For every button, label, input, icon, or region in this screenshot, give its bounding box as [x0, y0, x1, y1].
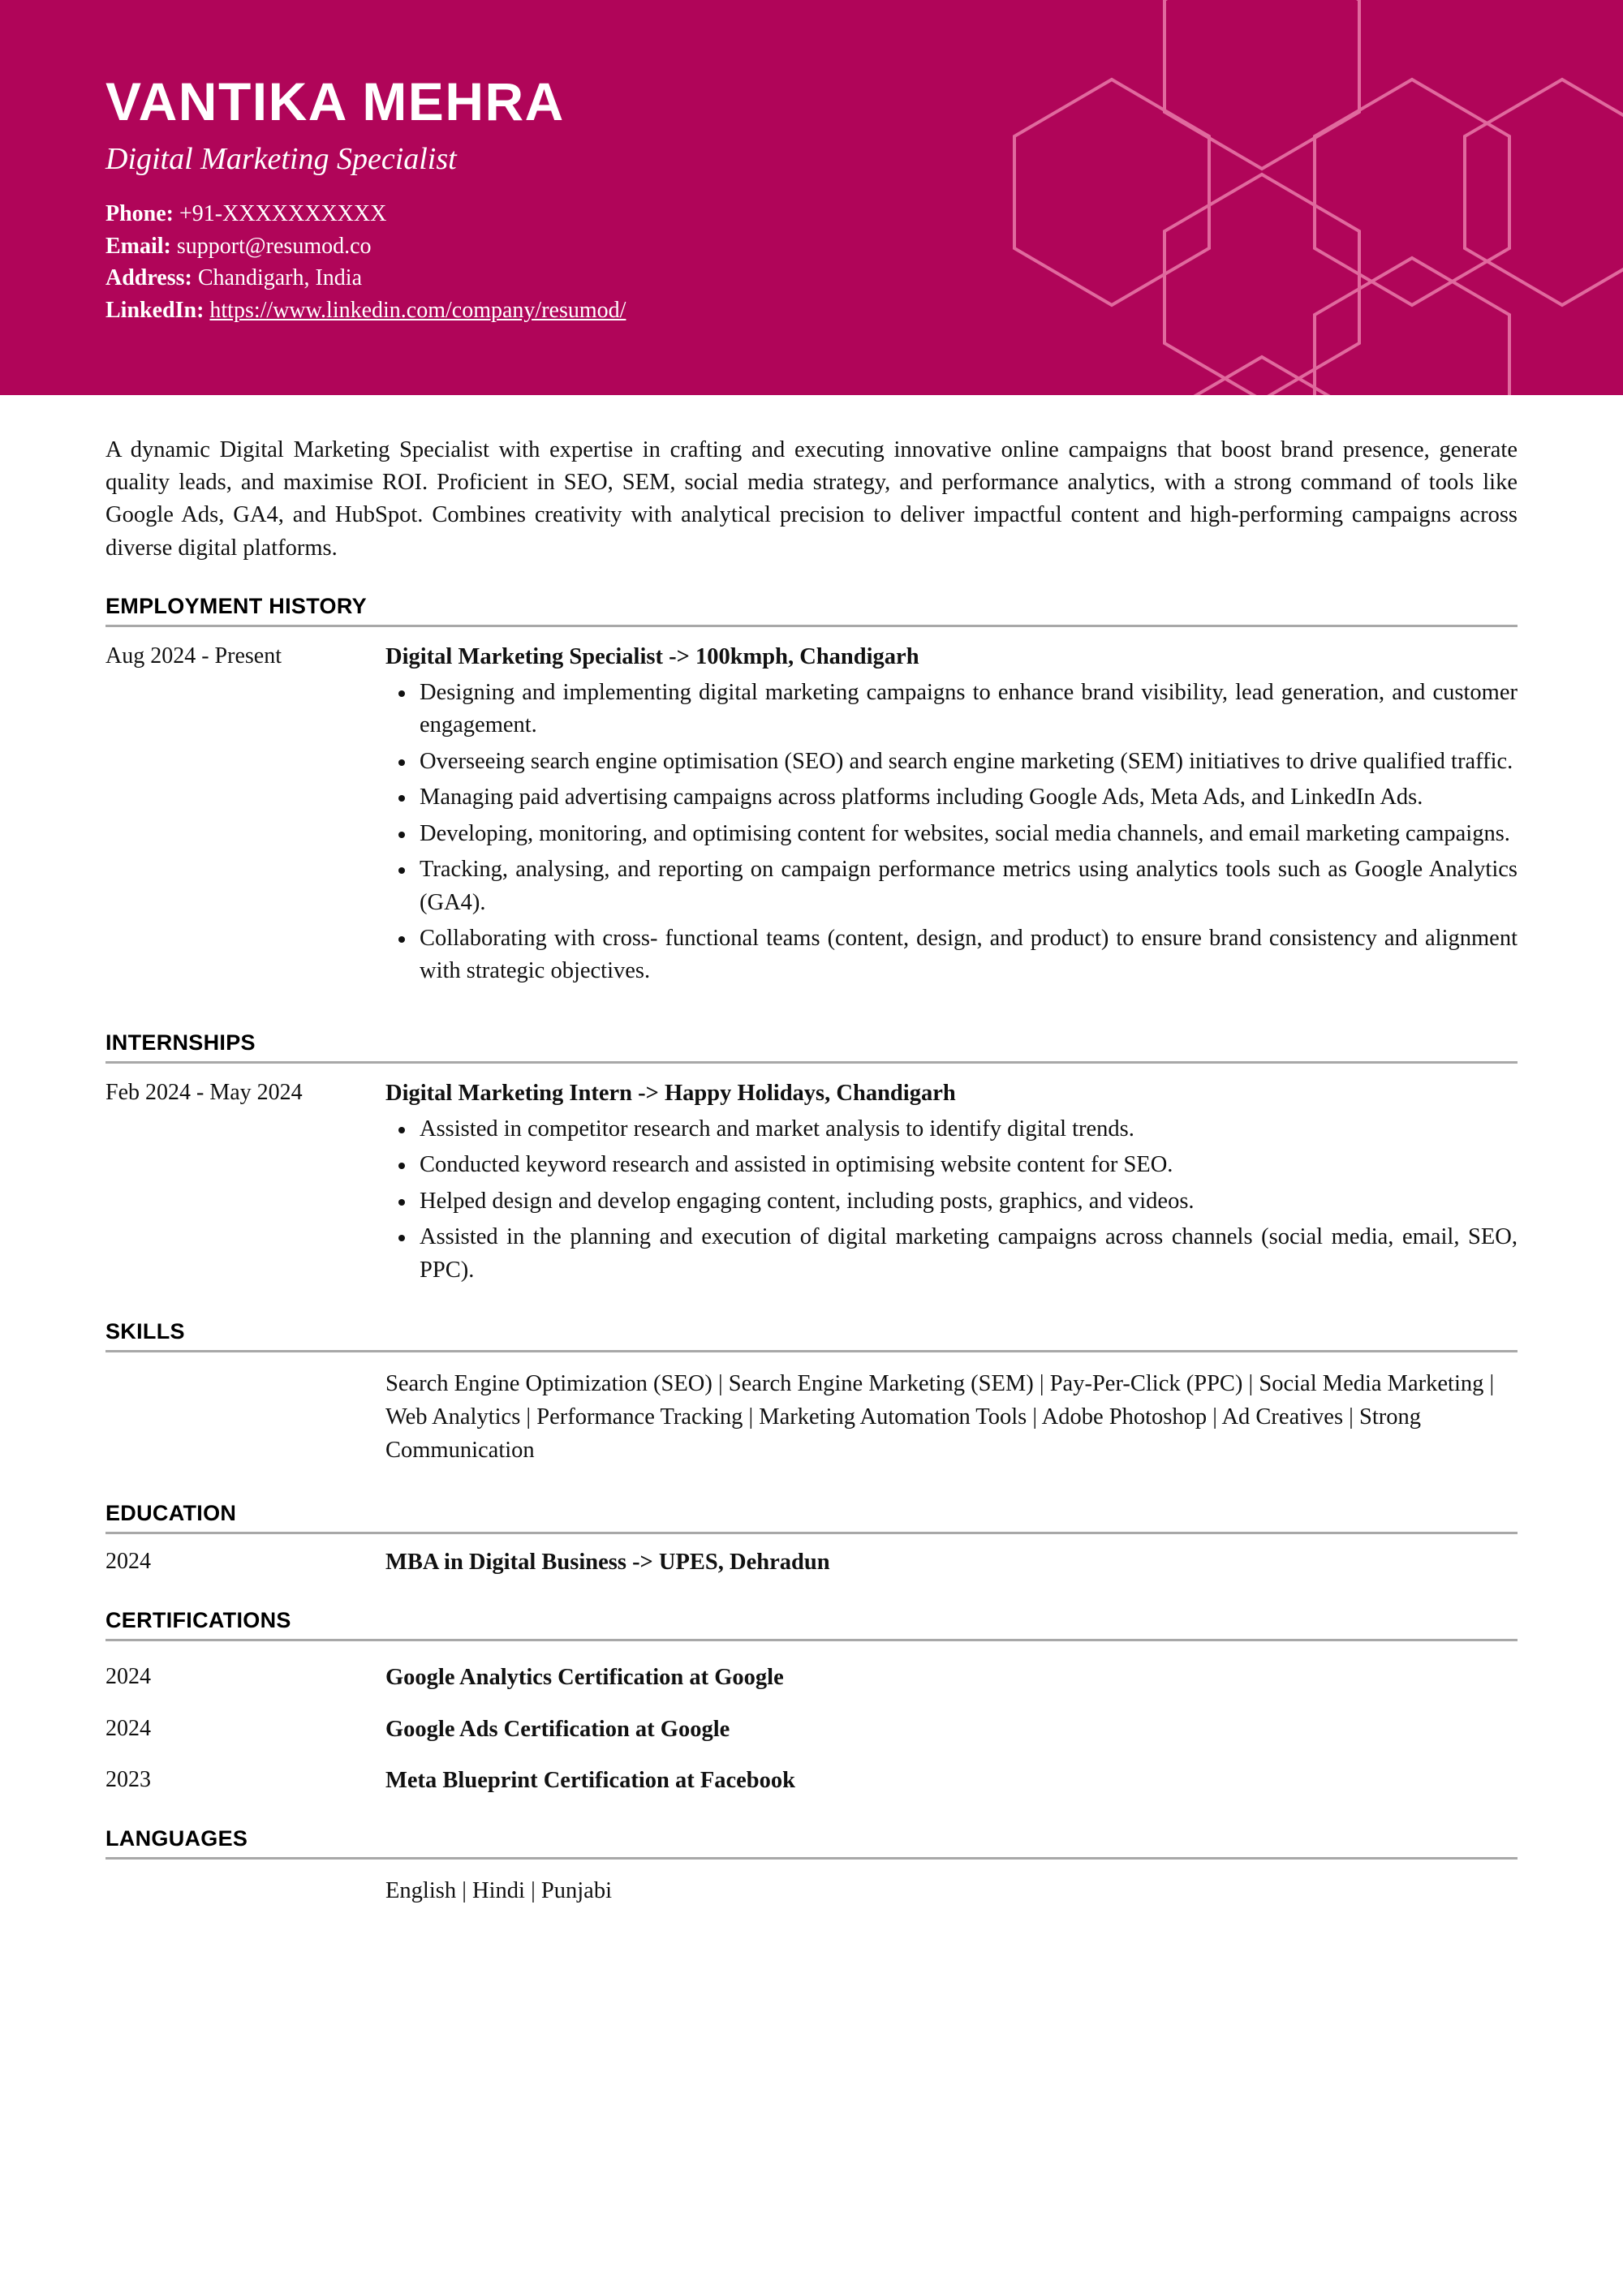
- list-item: Assisted in competitor research and market analysis to identify digital trends.: [420, 1113, 1518, 1146]
- languages-list: English | Hindi | Punjabi: [385, 1877, 613, 1903]
- certification-entry-main: [385, 1662, 1518, 1692]
- resume-body: [0, 434, 1623, 1907]
- section-title-skills: SKILLS: [105, 1319, 185, 1344]
- certification-entry: [105, 1714, 1518, 1744]
- skills-entry: [105, 1367, 1518, 1467]
- list-item: Developing, monitoring, and optimising content for websites, social media channels, and email marketing campaigns.: [420, 818, 1518, 850]
- certification-entry-heading: Google Analytics Certification at Google: [385, 1665, 784, 1691]
- resume-header: [0, 0, 1623, 395]
- contact-details: [105, 198, 1623, 327]
- list-item: Managing paid advertising campaigns across platforms including Google Ads, Meta Ads, and LinkedIn Ads.: [420, 781, 1518, 814]
- candidate-name: VANTIKA MEHRA: [105, 71, 565, 131]
- section-divider: [105, 625, 1518, 627]
- certification-entry-heading: Meta Blueprint Certification at Facebook: [385, 1767, 795, 1793]
- linkedin-url-link[interactable]: https://www.linkedin.com/company/resumod/: [209, 298, 626, 324]
- contact-email: [105, 230, 1623, 263]
- employment-entry-main: [385, 642, 1518, 988]
- section-divider: [105, 1857, 1518, 1860]
- list-item: Collaborating with cross- functional teams (content, design, and product) to ensure brand consistency and alignment with strategic objectives.: [420, 922, 1518, 988]
- certification-entry-main: [385, 1714, 1518, 1744]
- certification-entry-date: 2023: [105, 1766, 151, 1792]
- phone-label: Phone:: [105, 200, 174, 226]
- email-value: support@resumod.co: [176, 233, 372, 259]
- section-languages: [105, 1826, 1518, 1907]
- section-title-employment: EMPLOYMENT HISTORY: [105, 593, 367, 618]
- address-label: Address:: [105, 265, 192, 291]
- education-entry: [105, 1547, 1518, 1577]
- list-item: Overseeing search engine optimisation (SEO) and search engine marketing (SEM) initiatives to drive qualified traffic.: [420, 746, 1518, 778]
- section-education: [105, 1501, 1518, 1577]
- certification-entry-date: 2024: [105, 1715, 151, 1741]
- email-label: Email:: [105, 233, 171, 259]
- languages-entry: [105, 1874, 1518, 1907]
- linkedin-label: LinkedIn:: [105, 298, 204, 324]
- employment-entry: [105, 642, 1518, 988]
- certification-entry-date: 2024: [105, 1664, 151, 1690]
- employment-entry-date: Aug 2024 - Present: [105, 643, 282, 669]
- section-divider: [105, 1639, 1518, 1641]
- certification-entry-heading: Google Ads Certification at Google: [385, 1716, 730, 1742]
- list-item: Assisted in the planning and execution of digital marketing campaigns across channels (social media, email, SEO, PPC).: [420, 1221, 1518, 1287]
- internship-entry-date: Feb 2024 - May 2024: [105, 1079, 303, 1105]
- section-certifications: [105, 1608, 1518, 1795]
- section-skills: [105, 1319, 1518, 1467]
- section-title-certifications: CERTIFICATIONS: [105, 1608, 291, 1633]
- certification-entry-main: [385, 1765, 1518, 1795]
- section-title-education: EDUCATION: [105, 1501, 237, 1526]
- internship-entry-main: [385, 1078, 1518, 1287]
- section-title-languages: LANGUAGES: [105, 1825, 248, 1851]
- internship-bullet-list: [385, 1113, 1518, 1287]
- skills-entry-main: [385, 1367, 1518, 1467]
- education-entry-main: [385, 1547, 1518, 1577]
- list-item: Tracking, analysing, and reporting on campaign performance metrics using analytics tools such as Google Analytics (GA4).: [420, 853, 1518, 919]
- contact-linkedin: [105, 295, 1623, 327]
- list-item: Helped design and develop engaging content, including posts, graphics, and videos.: [420, 1185, 1518, 1218]
- header-content: [0, 0, 1623, 327]
- skills-list: Search Engine Optimization (SEO) | Search Engine Marketing (SEM) | Pay-Per-Click (PPC) | Social Media Marketing | Web Analytics | Performance Tracking | Marketing Automation Tools | Adobe Photoshop | Ad Creatives | Strong Communication: [385, 1371, 1495, 1464]
- certification-entry: [105, 1662, 1518, 1692]
- education-entry-heading: MBA in Digital Business -> UPES, Dehradun: [385, 1550, 830, 1576]
- list-item: Designing and implementing digital marketing campaigns to enhance brand visibility, lead generation, and customer engagement.: [420, 677, 1518, 742]
- education-entry-date: 2024: [105, 1549, 151, 1575]
- internship-entry-heading: Digital Marketing Intern -> Happy Holidays, Chandigarh: [385, 1080, 956, 1106]
- address-value: Chandigarh, India: [197, 265, 363, 291]
- section-internships: [105, 1030, 1518, 1287]
- phone-value: +91-XXXXXXXXXX: [179, 200, 387, 226]
- employment-entry-heading: Digital Marketing Specialist -> 100kmph, Chandigarh: [385, 643, 919, 669]
- section-divider: [105, 1350, 1518, 1352]
- section-divider: [105, 1061, 1518, 1064]
- contact-phone: [105, 198, 1623, 230]
- languages-entry-main: [385, 1874, 1518, 1907]
- certification-entry: [105, 1765, 1518, 1795]
- contact-address: [105, 262, 1623, 295]
- professional-summary: A dynamic Digital Marketing Specialist with expertise in crafting and executing innovative online campaigns that boost brand presence, generate quality leads, and maximise ROI. Proficient in SEO, SEM, social media strategy, and performance analytics, with a strong command of tools like Google Ads, GA4, and HubSpot. Combines creativity with analytical precision to deliver impactful content and high-performing campaigns across diverse digital platforms.: [105, 437, 1518, 561]
- employment-bullet-list: [385, 677, 1518, 988]
- section-employment-history: [105, 594, 1518, 988]
- internship-entry: [105, 1078, 1518, 1287]
- section-divider: [105, 1532, 1518, 1534]
- section-title-internships: INTERNSHIPS: [105, 1030, 256, 1055]
- list-item: Conducted keyword research and assisted in optimising website content for SEO.: [420, 1149, 1518, 1181]
- candidate-job-title: Digital Marketing Specialist: [105, 142, 457, 176]
